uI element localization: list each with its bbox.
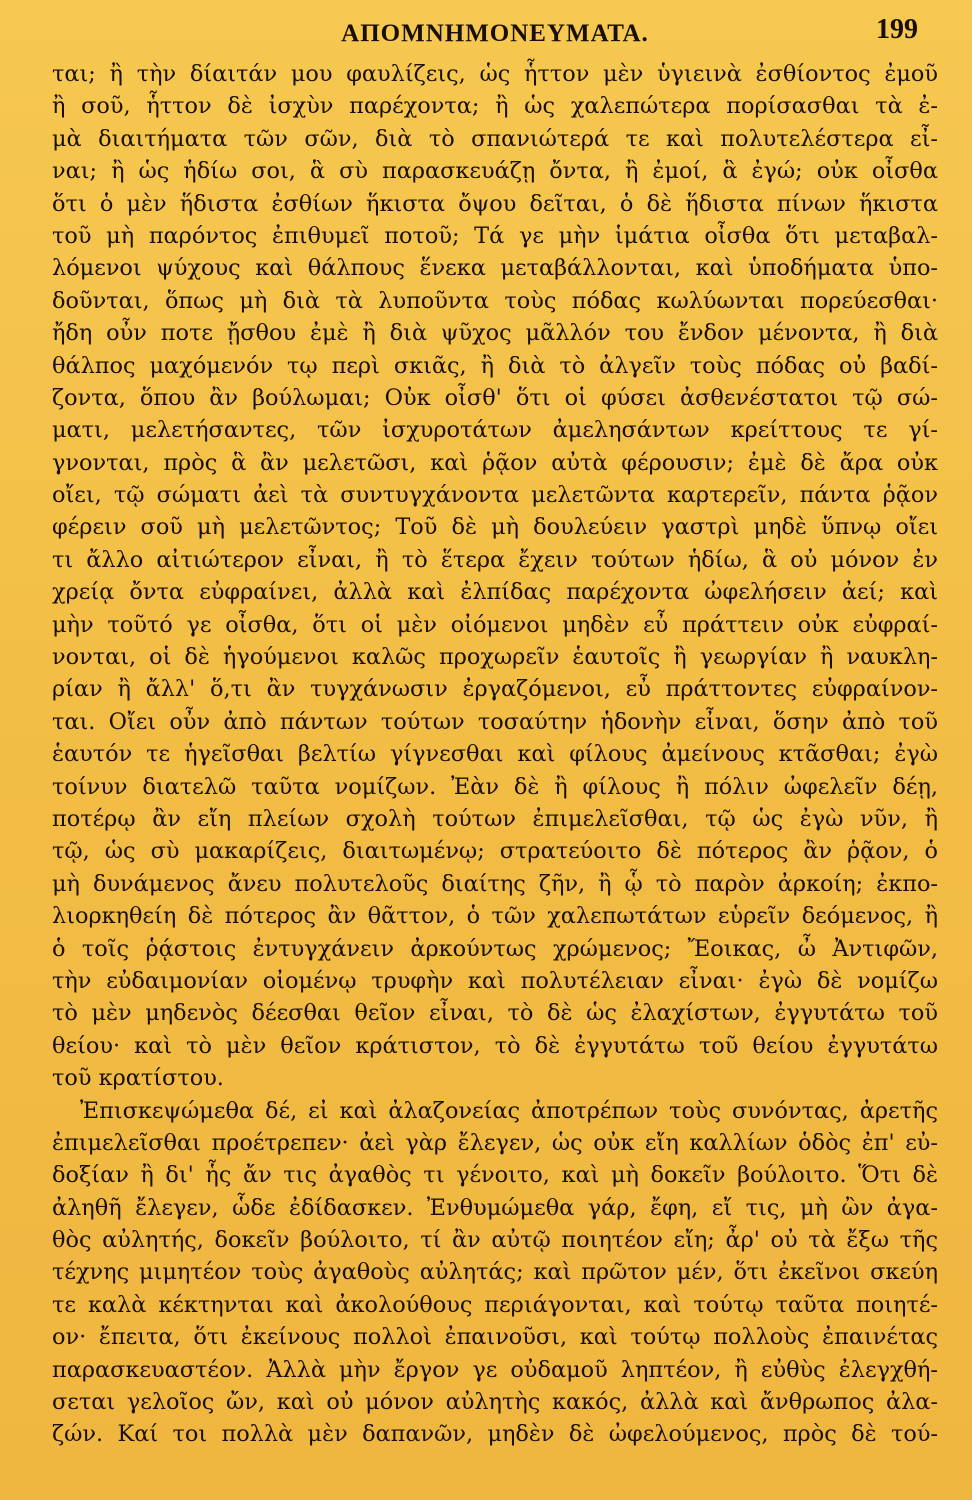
text-line: δοῦνται, ὅπως μὴ διὰ τὰ λυποῦντα τοὺς πόδας κωλύωνται πορεύεσθαι· bbox=[52, 287, 938, 314]
text-line: Ἐπισκεψώμεθα δέ, εἰ καὶ ἀλαζονείας ἀποτρέπων τοὺς συνόντας, ἀρετῆς bbox=[80, 1097, 938, 1124]
text-line: ναι; ἢ ὡς ἡδίω σοι, ἃ σὺ παρασκευάζῃ ὄντα, ἢ ἐμοί, ἃ ἐγώ; οὐκ οἶσθα bbox=[52, 158, 938, 185]
text-line: τῷ, ὡς σὺ μακαρίζεις, διαιτωμένῳ; στρατεύοιτο δὲ πότερος ἂν ῥᾷον, ὁ bbox=[52, 838, 938, 865]
text-line: ματι, μελετήσαντες, τῶν ἰσχυροτάτων ἀμελησάντων κρείττους τε γί- bbox=[52, 417, 938, 444]
text-line: τι ἄλλο αἰτιώτερον εἶναι, ἢ τὸ ἕτερα ἔχειν τούτων ἡδίω, ἃ οὐ μόνον ἐν bbox=[52, 546, 938, 573]
text-line: θάλπος μαχόμενόν τῳ περὶ σκιᾶς, ἢ διὰ τὸ ἀλγεῖν τοὺς πόδας οὐ βαδί- bbox=[52, 352, 938, 379]
text-line: θὸς αὐλητής, δοκεῖν βούλοιτο, τί ἂν αὐτῷ ποιητέον εἴη; ἆρ' οὐ τὰ ἔξω τῆς bbox=[52, 1227, 938, 1254]
text-line: τέχνης μιμητέον τοὺς ἀγαθοὺς αὐλητάς; καὶ πρῶτον μέν, ὅτι ἐκεῖνοι σκεύη bbox=[52, 1259, 938, 1286]
running-title: ΑΠΟΜΝΗΜΟΝΕΥΜΑΤΑ. bbox=[341, 20, 649, 47]
body-text bbox=[52, 58, 938, 1451]
text-line: τοῦ κρατίστου. bbox=[52, 1065, 224, 1092]
page-number: 199 bbox=[876, 14, 918, 45]
text-line: τε καλὰ κέκτηνται καὶ ἀκολούθους περιάγονται, καὶ τούτῳ ταῦτα ποιητέ- bbox=[52, 1291, 938, 1318]
text-line: ζοντα, ὅπου ἂν βούλωμαι; Οὐκ οἶσθ' ὅτι οἱ φύσει ἀσθενέστατοι τῷ σώ- bbox=[52, 384, 938, 411]
text-line: λιορκηθείη δὲ πότερος ἂν θᾶττον, ὁ τῶν χαλεπωτάτων εὑρεῖν δεόμενος, ἢ bbox=[52, 903, 938, 930]
text-line: τὴν εὐδαιμονίαν οἰομένῳ τρυφὴν καὶ πολυτέλειαν εἶναι· ἐγὼ δὲ νομίζω bbox=[52, 967, 938, 994]
text-line: ἐπιμελεῖσθαι προέτρεπεν· ἀεὶ γὰρ ἔλεγεν, ὡς οὐκ εἴη καλλίων ὁδὸς ἐπ' εὐ- bbox=[52, 1129, 938, 1156]
text-line: ζών. Καί τοι πολλὰ μὲν δαπανῶν, μηδὲν δὲ ὠφελούμενος, πρὸς δὲ τού- bbox=[52, 1421, 938, 1448]
text-line: ἢ σοῦ, ἧττον δὲ ἰσχὺν παρέχοντα; ἢ ὡς χαλεπώτερα πορίσασθαι τὰ ἐ- bbox=[52, 93, 938, 120]
running-head bbox=[52, 14, 938, 47]
text-line: τοίνυν διατελῶ ταῦτα νομίζων. Ἐὰν δὲ ἢ φίλους ἢ πόλιν ὠφελεῖν δέῃ, bbox=[52, 773, 938, 800]
text-line: θείου· καὶ τὸ μὲν θεῖον κράτιστον, τὸ δὲ ἐγγυτάτω τοῦ θείου ἐγγυτάτω bbox=[52, 1032, 938, 1059]
text-line: ἀληθῆ ἔλεγεν, ὧδε ἐδίδασκεν. Ἐνθυμώμεθα γάρ, ἔφη, εἴ τις, μὴ ὢν ἀγα- bbox=[52, 1194, 938, 1221]
text-line: δοξίαν ἢ δι' ἧς ἄν τις ἀγαθὸς τι γένοιτο, καὶ μὴ δοκεῖν βούλοιτο. Ὅτι δὲ bbox=[52, 1162, 938, 1189]
text-line: χρείᾳ ὄντα εὐφραίνει, ἀλλὰ καὶ ἐλπίδας παρέχοντα ὠφελήσειν ἀεί; καὶ bbox=[52, 579, 938, 606]
text-line: φέρειν σοῦ μὴ μελετῶντος; Τοῦ δὲ μὴ δουλεύειν γαστρὶ μηδὲ ὕπνῳ οἴει bbox=[52, 514, 938, 541]
text-line: τοῦ μὴ παρόντος ἐπιθυμεῖ ποτοῦ; Τά γε μὴν ἱμάτια οἶσθα ὅτι μεταβαλ- bbox=[52, 222, 938, 249]
text-line: ποτέρῳ ἂν εἴη πλείων σχολὴ τούτων ἐπιμελεῖσθαι, τῷ ὡς ἐγὼ νῦν, ἢ bbox=[52, 805, 938, 832]
text-line: ται. Οἴει οὖν ἀπὸ πάντων τούτων τοσαύτην ἡδονὴν εἶναι, ὅσην ἀπὸ τοῦ bbox=[52, 708, 938, 735]
text-line: παρασκευαστέον. Ἀλλὰ μὴν ἔργον γε οὐδαμοῦ ληπτέον, ἢ εὐθὺς ἐλεγχθή- bbox=[52, 1356, 938, 1383]
text-line: ὅτι ὁ μὲν ἥδιστα ἐσθίων ἥκιστα ὄψου δεῖται, ὁ δὲ ἥδιστα πίνων ἥκιστα bbox=[52, 190, 938, 217]
text-line: ον· ἔπειτα, ὅτι ἐκείνους πολλοὶ ἐπαινοῦσι, καὶ τούτῳ πολλοὺς ἐπαινέτας bbox=[52, 1324, 938, 1351]
text-line: σεται γελοῖος ὤν, καὶ οὐ μόνον αὐλητὴς κακός, ἀλλὰ καὶ ἄνθρωπος ἀλα- bbox=[52, 1389, 938, 1416]
text-line: ὁ τοῖς ῥᾴστοις ἐντυγχάνειν ἀρκούντως χρώμενος; Ἔοικας, ὦ Ἀντιφῶν, bbox=[52, 935, 938, 962]
text-line: ται; ἢ τὴν δίαιτάν μου φαυλίζεις, ὡς ἧττον μὲν ὑγιεινὰ ἐσθίοντος ἐμοῦ bbox=[52, 61, 938, 87]
text-line: νονται, οἱ δὲ ἡγούμενοι καλῶς προχωρεῖν ἑαυτοῖς ἢ γεωργίαν ἢ ναυκλη- bbox=[52, 644, 938, 671]
text-line: λόμενοι ψύχους καὶ θάλπους ἕνεκα μεταβάλλονται, καὶ ὑποδήματα ὑπο- bbox=[52, 255, 938, 282]
text-line: ἑαυτόν τε ἡγεῖσθαι βελτίω γίγνεσθαι καὶ φίλους ἀμείνους κτᾶσθαι; ἐγὼ bbox=[52, 741, 938, 768]
text-line: μὴν τοῦτό γε οἶσθα, ὅτι οἱ μὲν οἰόμενοι μηδὲν εὖ πράττειν οὐκ εὐφραί- bbox=[52, 611, 938, 638]
text-line: τὸ μὲν μηδενὸς δέεσθαι θεῖον εἶναι, τὸ δὲ ὡς ἐλαχίστων, ἐγγυτάτω τοῦ bbox=[52, 1000, 938, 1027]
text-line: γνονται, πρὸς ἃ ἂν μελετῶσι, καὶ ῥᾷον αὐτὰ φέρουσιν; ἐμὲ δὲ ἄρα οὐκ bbox=[52, 449, 938, 476]
text-line: οἴει, τῷ σώματι ἀεὶ τὰ συντυγχάνοντα μελετῶντα καρτερεῖν, πάντα ῥᾷον bbox=[52, 482, 938, 509]
text-line: ρίαν ἢ ἄλλ' ὅ,τι ἂν τυγχάνωσιν ἐργαζόμενοι, εὖ πράττοντες εὐφραίνον- bbox=[52, 676, 938, 703]
text-line: μὰ διαιτήματα τῶν σῶν, διὰ τὸ σπανιώτερά τε καὶ πολυτελέστερα εἶ- bbox=[52, 125, 938, 152]
text-line: μὴ δυνάμενος ἄνευ πολυτελοῦς διαίτης ζῆν, ἢ ᾧ τὸ παρὸν ἀρκοίη; ἐκπο- bbox=[52, 870, 938, 897]
text-line: ἤδη οὖν ποτε ᾔσθου ἐμὲ ἢ διὰ ψῦχος μᾶλλόν του ἔνδον μένοντα, ἢ διὰ bbox=[52, 320, 938, 347]
